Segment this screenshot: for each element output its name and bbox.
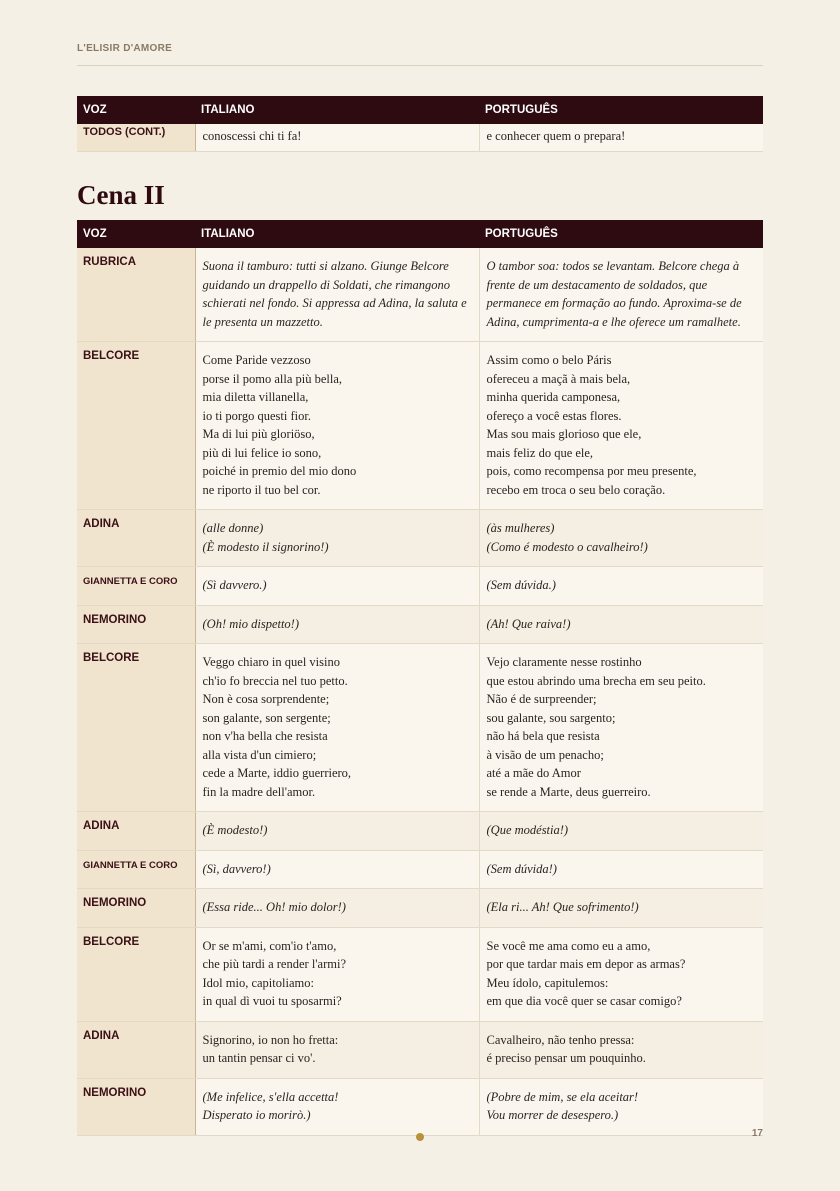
portuguese-text-cell bbox=[479, 124, 763, 151]
voice-cell: BELCORE bbox=[77, 644, 195, 812]
verse-line: più di lui felice io sono, bbox=[202, 445, 322, 460]
table-row bbox=[77, 124, 763, 151]
verse-line: son galante, son sergente; bbox=[202, 710, 331, 725]
voice-cell: RUBRICA bbox=[77, 248, 195, 342]
portuguese-text-cell bbox=[479, 567, 763, 606]
column-header-voz: VOZ bbox=[77, 220, 195, 248]
voice-cell: ADINA bbox=[77, 510, 195, 567]
verse-line: porse il pomo alla più bella, bbox=[202, 371, 343, 386]
verse-line: io ti porgo questi fior. bbox=[202, 408, 311, 423]
verse-line: ofereço a você estas flores. bbox=[486, 408, 622, 423]
table-row bbox=[77, 510, 763, 567]
table-row bbox=[77, 248, 763, 342]
verse-line: un tantin pensar ci vo'. bbox=[202, 1051, 316, 1065]
verse-line: (Ela ri... Ah! Que sofrimento!) bbox=[486, 900, 639, 914]
verse-line: Disperato io morirò.) bbox=[202, 1108, 311, 1122]
verse-line: e conhecer quem o prepara! bbox=[486, 129, 626, 143]
verse-line: Veggo chiaro in quel visino bbox=[202, 655, 340, 669]
verse-line: (È modesto!) bbox=[202, 823, 268, 837]
verse-line: Or se m'ami, com'io t'amo, bbox=[202, 938, 337, 953]
table-header-row bbox=[77, 96, 763, 124]
italian-text-cell bbox=[195, 510, 479, 567]
portuguese-text-cell bbox=[479, 605, 763, 644]
voice-cell: ADINA bbox=[77, 1021, 195, 1078]
verse-line: Non è cosa sorprendente; bbox=[202, 692, 330, 706]
verse-line: mais feliz do que ele, bbox=[486, 445, 594, 460]
verse-line: mia diletta villanella, bbox=[202, 390, 309, 404]
verse-line: por que tardar mais em depor as armas? bbox=[486, 957, 686, 971]
portuguese-text-cell bbox=[479, 850, 763, 889]
italian-text-cell bbox=[195, 1078, 479, 1135]
verse-line: até a mãe do Amor bbox=[486, 766, 581, 780]
italian-text-cell bbox=[195, 889, 479, 928]
verse-line: poiché in premio del mio dono bbox=[202, 464, 357, 478]
verse-line: (Pobre de mim, se ela aceitar! bbox=[486, 1089, 639, 1104]
verse-line: fin la madre dell'amor. bbox=[202, 784, 316, 799]
portuguese-text-cell bbox=[479, 1021, 763, 1078]
verse-line: (Sì, davvero!) bbox=[202, 861, 271, 876]
verse-line: Ma di lui più gloriöso, bbox=[202, 427, 315, 441]
verse-line: O tambor soa: todos se levantam. Belcore chega à frente de um destacamento de soldados, que permanece em formação ao fundo. Aproxima-se de Adina, cumprimenta-a e lhe oferece um ramalhete. bbox=[486, 259, 742, 329]
table-row bbox=[77, 812, 763, 851]
libretto-table-cena-ii bbox=[77, 220, 763, 1136]
table-row bbox=[77, 850, 763, 889]
table-row bbox=[77, 1078, 763, 1135]
verse-line: alla vista d'un cimiero; bbox=[202, 747, 317, 762]
verse-line: (Me infelice, s'ella accetta! bbox=[202, 1089, 339, 1104]
portuguese-text-cell bbox=[479, 889, 763, 928]
verse-line: à visão de um penacho; bbox=[486, 747, 604, 762]
verse-line: se rende a Marte, deus guerreiro. bbox=[486, 784, 651, 799]
verse-line: minha querida camponesa, bbox=[486, 390, 621, 404]
page-ornament-dot bbox=[416, 1133, 424, 1141]
table-row bbox=[77, 567, 763, 606]
verse-line: conoscessi chi ti fa! bbox=[202, 129, 302, 143]
italian-text-cell bbox=[195, 1021, 479, 1078]
verse-line: é preciso pensar um pouquinho. bbox=[486, 1051, 646, 1065]
verse-line: Come Paride vezzoso bbox=[202, 353, 311, 367]
verse-line: Signorino, io non ho fretta: bbox=[202, 1032, 339, 1047]
column-header-portugues: PORTUGUÊS bbox=[479, 96, 763, 124]
table-row bbox=[77, 644, 763, 812]
voice-cell: BELCORE bbox=[77, 342, 195, 510]
portuguese-text-cell bbox=[479, 927, 763, 1021]
verse-line: ne riporto il tuo bel cor. bbox=[202, 482, 321, 497]
italian-text-cell bbox=[195, 124, 479, 151]
verse-line: Assim como o belo Páris bbox=[486, 353, 612, 367]
voice-cell: GIANNETTA E CORO bbox=[77, 567, 195, 606]
table-row bbox=[77, 1021, 763, 1078]
italian-text-cell bbox=[195, 248, 479, 342]
voice-cell: ADINA bbox=[77, 812, 195, 851]
verse-line: (Oh! mio dispetto!) bbox=[202, 616, 300, 631]
libretto-table-continuation bbox=[77, 96, 763, 152]
verse-line: pois, como recompensa por meu presente, bbox=[486, 464, 697, 478]
voice-cell: NEMORINO bbox=[77, 889, 195, 928]
column-header-portugues: PORTUGUÊS bbox=[479, 220, 763, 248]
verse-line: (Como é modesto o cavalheiro!) bbox=[486, 539, 648, 554]
italian-text-cell bbox=[195, 567, 479, 606]
voice-cell: BELCORE bbox=[77, 927, 195, 1021]
italian-text-cell bbox=[195, 927, 479, 1021]
verse-line: (Essa ride... Oh! mio dolor!) bbox=[202, 900, 346, 914]
verse-line: (alle donne) bbox=[202, 521, 264, 535]
portuguese-text-cell bbox=[479, 812, 763, 851]
section-title: Cena II bbox=[77, 180, 165, 210]
verse-line: Vejo claramente nesse rostinho bbox=[486, 655, 642, 669]
verse-line: che più tardi a render l'armi? bbox=[202, 957, 346, 971]
portuguese-text-cell bbox=[479, 510, 763, 567]
column-header-italiano: ITALIANO bbox=[195, 96, 479, 124]
verse-line: que estou abrindo uma brecha em seu peito. bbox=[486, 673, 706, 688]
portuguese-text-cell bbox=[479, 342, 763, 510]
verse-line: cede a Marte, iddio guerriero, bbox=[202, 766, 352, 780]
verse-line: (Que modéstia!) bbox=[486, 823, 569, 837]
table-row bbox=[77, 605, 763, 644]
verse-line: (Sì davvero.) bbox=[202, 578, 267, 592]
verse-line: Idol mio, capitoliamo: bbox=[202, 975, 314, 990]
italian-text-cell bbox=[195, 605, 479, 644]
voice-cell: NEMORINO bbox=[77, 1078, 195, 1135]
verse-line: ch'io fo breccia nel tuo petto. bbox=[202, 673, 348, 688]
verse-line: in qual dì vuoi tu sposarmi? bbox=[202, 994, 342, 1008]
table-row bbox=[77, 889, 763, 928]
voice-cell: NEMORINO bbox=[77, 605, 195, 644]
verse-line: ofereceu a maçã à mais bela, bbox=[486, 371, 631, 386]
column-header-italiano: ITALIANO bbox=[195, 220, 479, 248]
header-divider bbox=[77, 65, 763, 66]
italian-text-cell bbox=[195, 644, 479, 812]
verse-line: (È modesto il signorino!) bbox=[202, 539, 329, 554]
verse-line: em que dia você quer se casar comigo? bbox=[486, 994, 682, 1008]
italian-text-cell bbox=[195, 850, 479, 889]
italian-text-cell bbox=[195, 342, 479, 510]
table-row bbox=[77, 342, 763, 510]
verse-line: (às mulheres) bbox=[486, 521, 555, 535]
verse-line: non v'ha bella che resista bbox=[202, 729, 328, 743]
verse-line: Meu ídolo, capitulemos: bbox=[486, 975, 609, 990]
verse-line: sou galante, sou sargento; bbox=[486, 710, 616, 725]
portuguese-text-cell bbox=[479, 248, 763, 342]
verse-line: Suona il tamburo: tutti si alzano. Giunge Belcore guidando un drappello di Soldati, che rimangono schierati nel fondo. Si appressa ad Adina, la saluta e le presenta un mazzetto. bbox=[202, 259, 467, 329]
verse-line: Mas sou mais glorioso que ele, bbox=[486, 427, 642, 441]
voice-cell: TODOS (CONT.) bbox=[77, 124, 195, 151]
verse-line: Vou morrer de desespero.) bbox=[486, 1108, 619, 1122]
verse-line: não há bela que resista bbox=[486, 729, 600, 743]
voice-cell: GIANNETTA E CORO bbox=[77, 850, 195, 889]
verse-line: Se você me ama como eu a amo, bbox=[486, 938, 651, 953]
verse-line: (Sem dúvida.) bbox=[486, 578, 556, 592]
verse-line: (Ah! Que raiva!) bbox=[486, 616, 571, 631]
table-row bbox=[77, 927, 763, 1021]
portuguese-text-cell bbox=[479, 1078, 763, 1135]
verse-line: Não é de surpreender; bbox=[486, 692, 597, 706]
table-header-row bbox=[77, 220, 763, 248]
running-header: L'ELISIR D'AMORE bbox=[77, 43, 173, 54]
portuguese-text-cell bbox=[479, 644, 763, 812]
column-header-voz: VOZ bbox=[77, 96, 195, 124]
italian-text-cell bbox=[195, 812, 479, 851]
verse-line: recebo em troca o seu belo coração. bbox=[486, 482, 666, 497]
page-number: 17 bbox=[751, 1128, 763, 1139]
verse-line: (Sem dúvida!) bbox=[486, 861, 557, 876]
verse-line: Cavalheiro, não tenho pressa: bbox=[486, 1032, 635, 1047]
